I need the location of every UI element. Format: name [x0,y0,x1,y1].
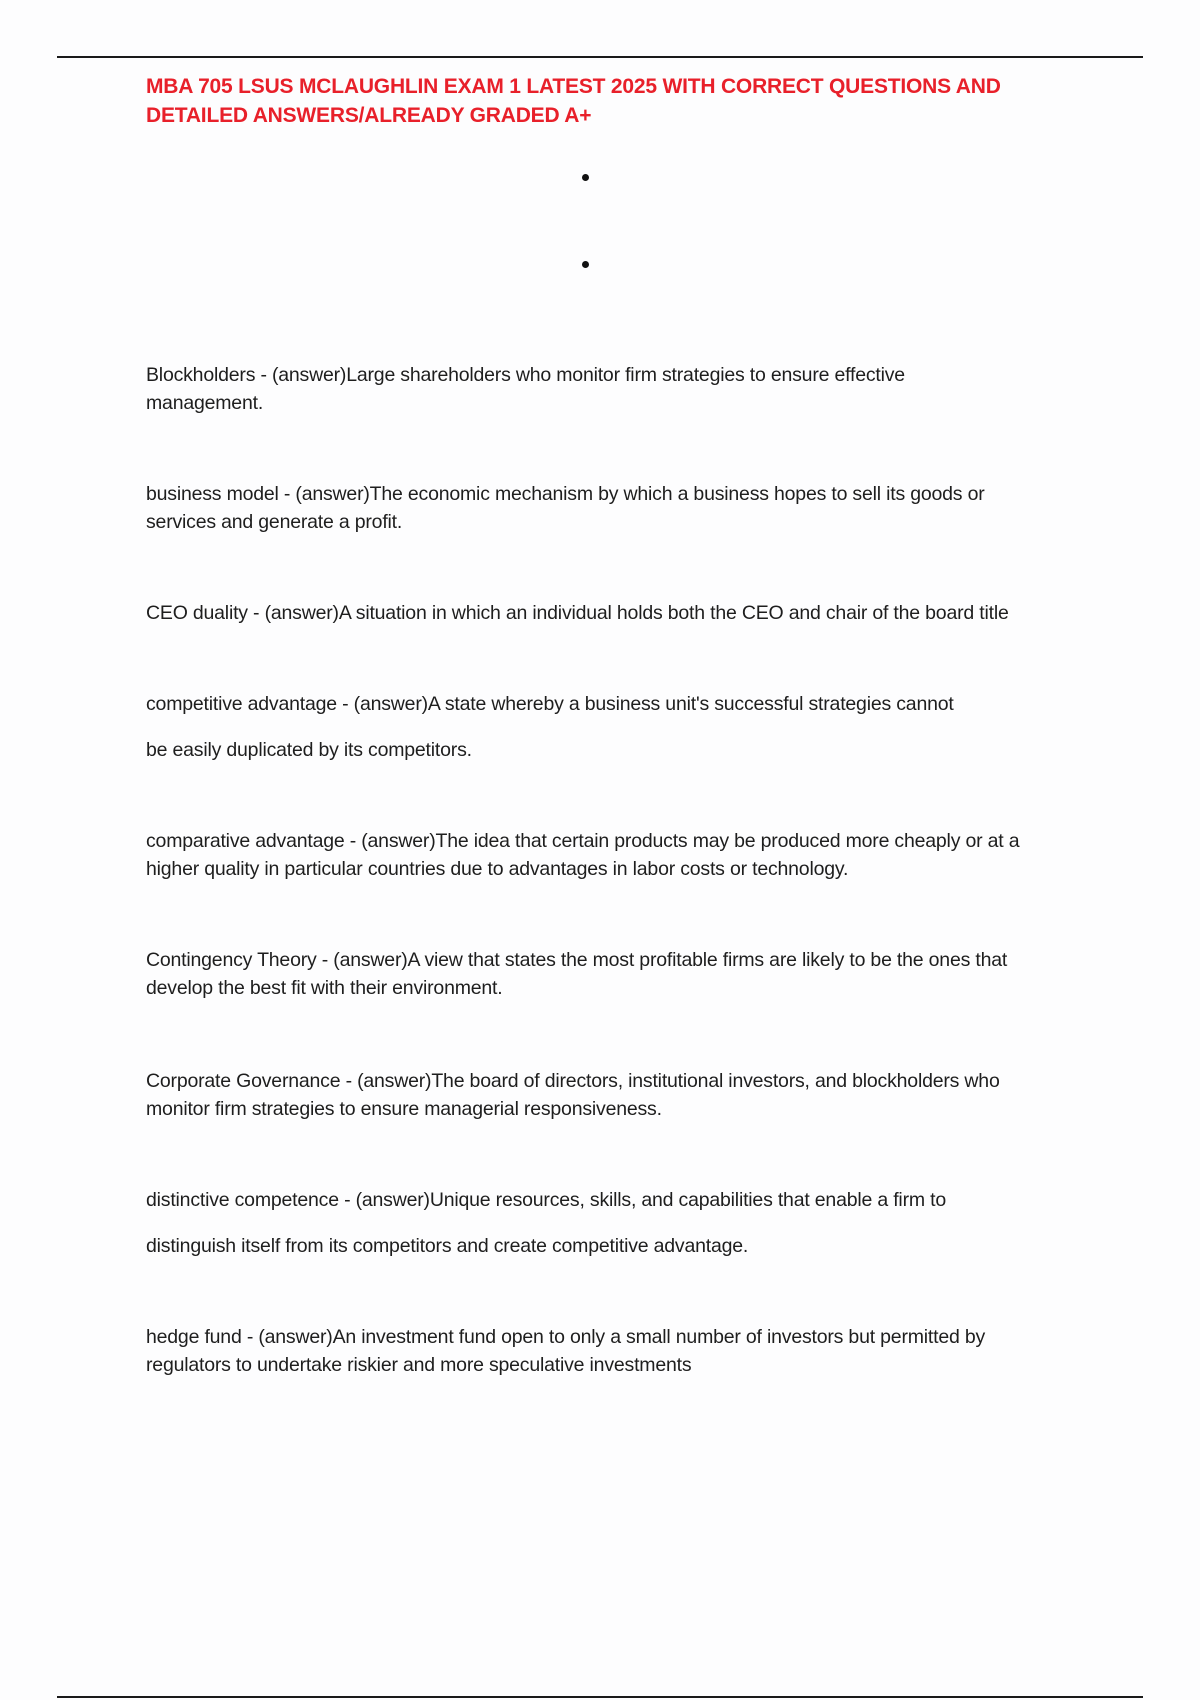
entry-text-line: comparative advantage - (answer)The idea that certain products may be produced more cheaply or at a [146,830,1020,852]
entry-text-line: management. [146,392,264,414]
glossary-entry-business-model [146,480,1086,536]
title-line-2: DETAILED ANSWERS/ALREADY GRADED A+ [146,104,592,127]
glossary-entry-distinctive-competence [146,1186,1086,1260]
entry-text-line: higher quality in particular countries due to advantages in labor costs or technology. [146,858,849,880]
glossary-entry-contingency-theory [146,946,1086,1002]
document-title [146,72,1106,130]
bullet-point [582,174,589,181]
entry-text-line: hedge fund - (answer)An investment fund open to only a small number of investors but permitted by [146,1326,986,1348]
entry-text-line: be easily duplicated by its competitors. [146,739,472,761]
entry-text-line: CEO duality - (answer)A situation in which an individual holds both the CEO and chair of the board title [146,602,1009,624]
bottom-rule [57,1696,1143,1698]
glossary-entry-hedge-fund [146,1323,1086,1379]
top-rule [57,56,1143,58]
glossary-entry-competitive-advantage [146,690,1086,764]
entry-text-line: business model - (answer)The economic mechanism by which a business hopes to sell its goods or [146,483,985,505]
entry-text-line: services and generate a profit. [146,511,403,533]
glossary-entry-blockholders [146,361,1086,417]
entry-text-line: develop the best fit with their environment. [146,977,503,999]
glossary-entry-ceo-duality [146,599,1086,627]
entry-text-line: Contingency Theory - (answer)A view that states the most profitable firms are likely to be the ones that [146,949,1008,971]
entry-text-line: Blockholders - (answer)Large shareholders who monitor firm strategies to ensure effective [146,364,905,386]
entry-text-line: regulators to undertake riskier and more speculative investments [146,1354,692,1376]
entry-text-line: monitor firm strategies to ensure managerial responsiveness. [146,1098,662,1120]
entry-text-line: competitive advantage - (answer)A state whereby a business unit's successful strategies cannot [146,693,954,715]
entry-text-line: distinguish itself from its competitors and create competitive advantage. [146,1235,749,1257]
bullet-point [582,261,589,268]
glossary-entry-comparative-advantage [146,827,1086,883]
glossary-entry-corporate-governance [146,1067,1086,1123]
title-line-1: MBA 705 LSUS MCLAUGHLIN EXAM 1 LATEST 2025 WITH CORRECT QUESTIONS AND [146,75,1001,98]
entry-text-line: Corporate Governance - (answer)The board of directors, institutional investors, and blockholders who [146,1070,1000,1092]
entry-text-line: distinctive competence - (answer)Unique resources, skills, and capabilities that enable a firm to [146,1189,946,1211]
